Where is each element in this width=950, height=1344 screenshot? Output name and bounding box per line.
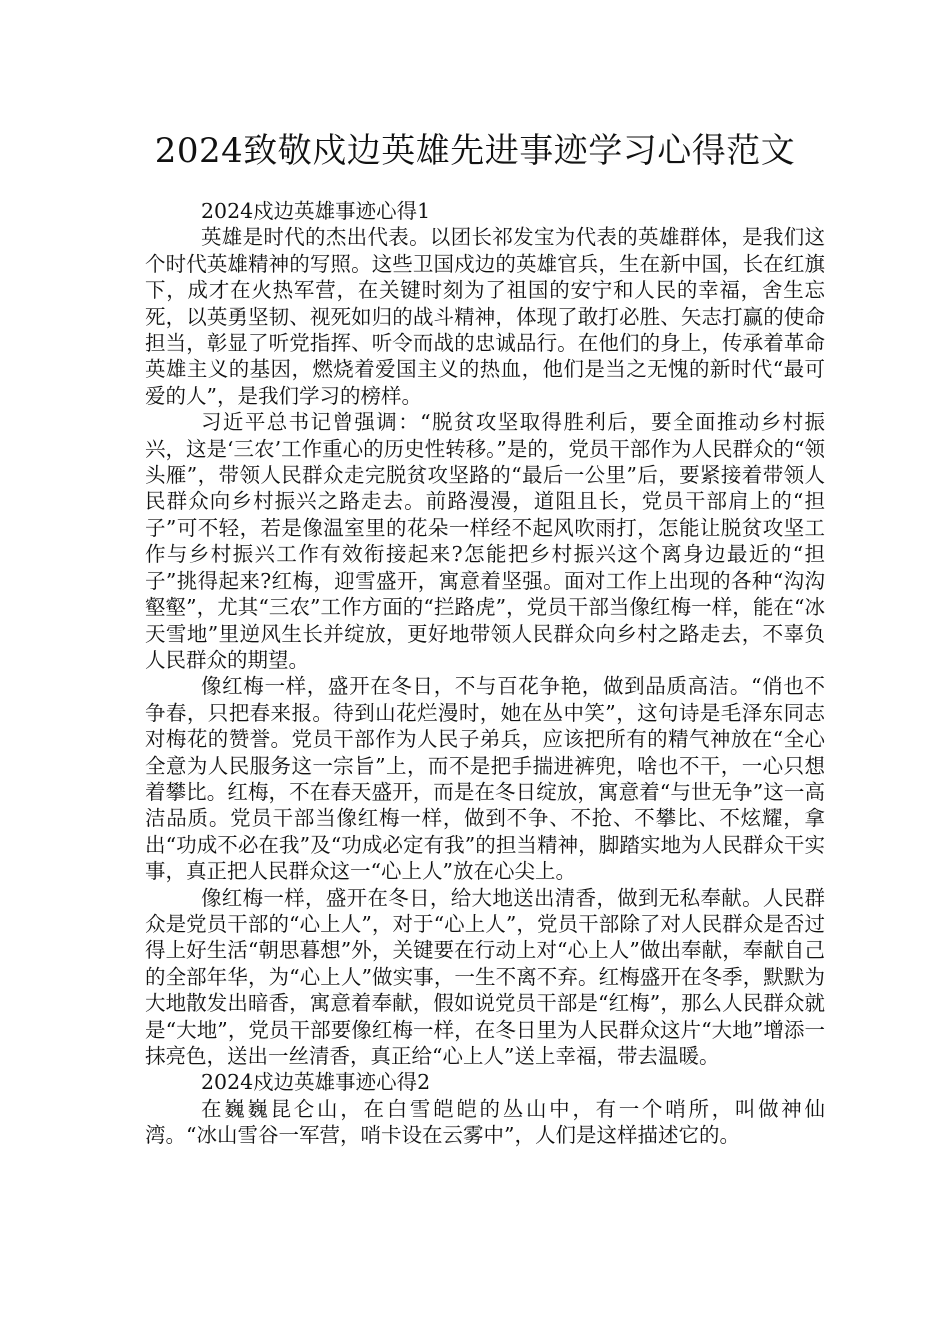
paragraph: 像红梅一样，盛开在冬日，不与百花争艳，做到品质高洁。“俏也不争春，只把春来报。待到山花烂漫时，她在丛中笑”，这句诗是毛泽东同志对梅花的赞誉。党员干部作为人民子弟兵，应该把所有的精气神放在“全心全意为人民服务这一宗旨”上，而不是把手揣进裤兜，啥也不干，一心只想着攀比。红梅，不在春天盛开，而是在冬日绽放，寓意着“与世无争”这一高洁品质。党员干部当像红梅一样，做到不争、不抢、不攀比、不炫耀，拿出“功成不必在我”及“功成必定有我”的担当精神，脚踏实地为人民群众干实事，真正把人民群众这一“心上人”放在心尖上。 [145, 674, 825, 884]
paragraph: 英雄是时代的杰出代表。以团长祁发宝为代表的英雄群体，是我们这个时代英雄精神的写照。这些卫国戍边的英雄官兵，生在新中国，长在红旗下，成才在火热军营，在关键时刻为了祖国的安宁和人民的幸福，舍生忘死，以英勇坚韧、视死如归的战斗精神，体现了敢打必胜、矢志打赢的使命担当，彰显了听党指挥、听令而战的忠诚品行。在他们的身上，传承着革命英雄主义的基因，燃烧着爱国主义的热血，他们是当之无愧的新时代“最可爱的人”，是我们学习的榜样。 [145, 225, 825, 408]
document-body [145, 198, 825, 1149]
section-heading-2: 2024戍边英雄事迹心得2 [201, 1070, 431, 1095]
paragraph: 像红梅一样，盛开在冬日，给大地送出清香，做到无私奉献。人民群众是党员干部的“心上人”，对于“心上人”，党员干部除了对人民群众是否过得上好生活“朝思暮想”外，关键要在行动上对“心上人”做出奉献，奉献自己的全部年华，为“心上人”做实事，一生不离不弃。红梅盛开在冬季，默默为大地散发出暗香，寓意着奉献，假如说党员干部是“红梅”，那么人民群众就是“大地”，党员干部要像红梅一样，在冬日里为人民群众这片“大地”增添一抹亮色，送出一丝清香，真正给“心上人”送上幸福，带去温暖。 [145, 885, 825, 1068]
paragraph: 在巍巍昆仑山，在白雪皑皑的丛山中，有一个哨所，叫做神仙湾。“冰山雪谷一军营，哨卡设在云雾中”，人们是这样描述它的。 [145, 1096, 825, 1148]
paragraph: 习近平总书记曾强调：“脱贫攻坚取得胜利后，要全面推动乡村振兴，这是‘三农’工作重心的历史性转移。”是的，党员干部作为人民群众的“领头雁”，带领人民群众走完脱贫攻坚路的“最后一公里”后，要紧接着带领人民群众向乡村振兴之路走去。前路漫漫，道阻且长，党员干部肩上的“担子”可不轻，若是像温室里的花朵一样经不起风吹雨打，怎能让脱贫攻坚工作与乡村振兴工作有效衔接起来?怎能把乡村振兴这个离身边最近的“担子”挑得起来?红梅，迎雪盛开，寓意着坚强。面对工作上出现的各种“沟沟壑壑”，尤其“三农”工作方面的“拦路虎”，党员干部当像红梅一样，能在“冰天雪地”里逆风生长并绽放，更好地带领人民群众向乡村之路走去，不辜负人民群众的期望。 [145, 410, 825, 672]
section-heading-1: 2024戍边英雄事迹心得1 [201, 199, 431, 223]
document-title: 2024致敬戍边英雄先进事迹学习心得范文 [154, 131, 796, 171]
